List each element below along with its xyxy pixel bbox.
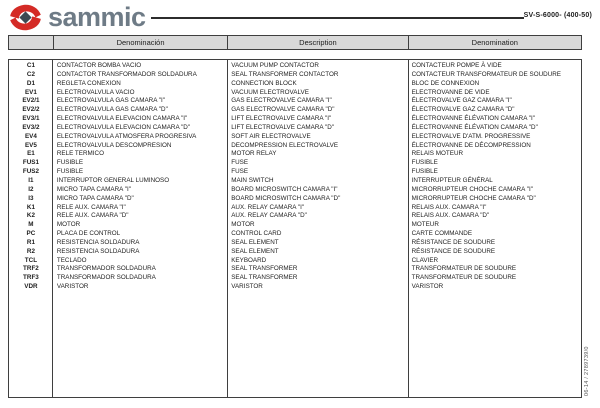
- cell-code: D1: [26, 79, 35, 87]
- cell-es: FUSIBLE: [56, 168, 84, 176]
- cell-en: CONTROL CARD: [231, 230, 282, 238]
- cell-fr: RÉSISTANCE DE SOUDURE: [411, 238, 496, 246]
- cell-code: EV1: [24, 88, 37, 96]
- cell-fr: BLOC DE CONNEXION: [411, 79, 480, 87]
- cell-code: I1: [28, 176, 34, 184]
- cell-code: TRF3: [23, 274, 39, 282]
- cell-en: FUSE: [231, 159, 249, 167]
- cell-es: RELE TERMICO: [56, 150, 104, 158]
- cell-fr: ÉLECTROVANNE DE DÉCOMPRESSION: [411, 141, 531, 149]
- cell-en: BOARD MICROSWITCH CAMARA "D": [231, 194, 341, 202]
- cell-fr: ÉLECTROVANNE ÉLÉVATION CAMARA "I": [411, 115, 536, 123]
- table-row: [9, 248, 581, 257]
- table-row: [9, 142, 581, 151]
- cell-en: MOTOR: [231, 221, 255, 229]
- cell-fr: CONTACTEUR TRANSFORMATEUR DE SOUDURE: [411, 70, 561, 78]
- cell-fr: ELECTROVALVE D'ATM. PROGRESSIVE: [411, 132, 531, 140]
- cell-es: RELE AUX. CAMARA "D": [56, 212, 129, 220]
- cell-es: ELECTROVALVULA DESCOMPRESION: [56, 141, 172, 149]
- cell-code: K1: [26, 203, 35, 211]
- cell-en: GAS ELECTROVALVE CAMARA "I": [231, 97, 332, 105]
- cell-code: PC: [26, 230, 36, 238]
- cell-code: C1: [26, 62, 35, 69]
- cell-es: TECLADO: [56, 256, 87, 264]
- cell-fr: FUSIBLE: [411, 168, 438, 176]
- cell-es: FUSIBLE: [56, 159, 84, 167]
- cell-es: ELECTROVALVULA ELEVACION CAMARA "D": [56, 123, 191, 131]
- cell-es: CONTACTOR TRANSFORMADOR SOLDADURA: [56, 70, 197, 78]
- sammic-logo-icon: [7, 4, 44, 31]
- cell-fr: CONTACTEUR POMPE À VIDE: [411, 62, 502, 69]
- table-row: [9, 115, 581, 124]
- table-row: [9, 230, 581, 239]
- cell-code: K2: [26, 212, 35, 220]
- cell-en: SEAL TRANSFORMER: [231, 274, 298, 282]
- cell-code: EV2/2: [22, 106, 40, 114]
- cell-fr: MICRORRUPTEUR CHOCHE CAMARA "I": [411, 185, 533, 193]
- cell-code: FUS1: [22, 159, 39, 167]
- cell-en: FUSE: [231, 168, 249, 176]
- cell-code: EV4: [24, 132, 37, 140]
- cell-en: SEAL TRANSFORMER CONTACTOR: [231, 70, 339, 78]
- cell-es: MOTOR: [56, 221, 81, 229]
- cell-en: DECOMPRESSION ELECTROVALVE: [231, 141, 339, 149]
- cell-es: REGLETA CONEXION: [56, 79, 121, 87]
- cell-fr: ÉLECTROVANNE ÉLÉVATION CAMARA "D": [411, 123, 538, 131]
- table-row: [9, 212, 581, 221]
- cell-en: LIFT ELECTROVALVE CAMARA "I": [231, 115, 332, 123]
- cell-fr: FUSIBLE: [411, 159, 438, 167]
- cell-fr: TRANSFORMATEUR DE SOUDURE: [411, 274, 517, 282]
- table-body: [9, 62, 581, 292]
- column-header-description: Description: [227, 36, 407, 49]
- cell-en: VACUUM ELECTROVALVE: [231, 88, 309, 96]
- doc-reference-vertical: 06-14 / 2789739/0: [584, 346, 590, 396]
- cell-en: MAIN SWITCH: [231, 176, 274, 184]
- table-row: [9, 124, 581, 133]
- cell-fr: ÉLECTROVALVE GAZ CAMARA "D": [411, 106, 515, 114]
- cell-en: SOFT AIR ELECTROVALVE: [231, 132, 311, 140]
- cell-code: R2: [26, 247, 35, 255]
- cell-es: TRANSFORMADOR SOLDADURA: [56, 265, 156, 273]
- table-row: [9, 204, 581, 213]
- table-row: [9, 274, 581, 283]
- cell-en: AUX. RELAY CAMARA "I": [231, 203, 305, 211]
- table-row: [9, 257, 581, 266]
- cell-code: M: [28, 221, 34, 229]
- cell-en: VACUUM PUMP CONTACTOR: [231, 62, 319, 69]
- cell-fr: MICRORRUPTEUR CHOCHE CAMARA "D": [411, 194, 536, 202]
- column-header-code: [9, 36, 53, 49]
- cell-fr: ÉLECTROVALVE GAZ CAMARA "I": [411, 97, 512, 105]
- cell-es: RESISTENCIA SOLDADURA: [56, 238, 140, 246]
- cell-code: EV2/1: [22, 97, 40, 105]
- cell-es: ELECTROVALVULA VACIO: [56, 88, 135, 96]
- cell-code: EV3/1: [22, 115, 40, 123]
- logo-wordmark: sammic: [48, 2, 146, 32]
- cell-en: LIFT ELECTROVALVE CAMARA "D": [231, 123, 335, 131]
- table-row: [9, 159, 581, 168]
- table-row: [9, 283, 581, 292]
- cell-fr: VARISTOR: [411, 283, 444, 291]
- cell-fr: CLAVIER: [411, 256, 439, 264]
- cell-fr: MOTEUR: [411, 221, 439, 229]
- cell-en: SEAL TRANSFORMER: [231, 265, 298, 273]
- table-row: [9, 71, 581, 80]
- cell-code: R1: [26, 238, 35, 246]
- legend-table: [8, 59, 582, 398]
- cell-fr: INTERRUPTEUR GÉNÉRAL: [411, 176, 493, 184]
- table-row: [9, 80, 581, 89]
- cell-es: ELECTROVALVULA GAS CAMARA "D": [56, 106, 168, 114]
- cell-fr: RELAIS AUX. CAMARA "D": [411, 212, 490, 220]
- cell-fr: RELAIS AUX. CAMARA "I": [411, 203, 487, 211]
- cell-es: MICRO TAPA CAMARA "D": [56, 194, 134, 202]
- cell-code: TCL: [24, 256, 38, 264]
- table-row: [9, 195, 581, 204]
- cell-en: CONNECTION BLOCK: [231, 79, 297, 87]
- table-row: [9, 97, 581, 106]
- table-row: [9, 221, 581, 230]
- cell-code: EV3/2: [22, 123, 40, 131]
- sammic-logo: [7, 4, 146, 31]
- cell-en: SEAL ELEMENT: [231, 247, 279, 255]
- header-rule: [151, 17, 524, 19]
- cell-es: RESISTENCIA SOLDADURA: [56, 247, 140, 255]
- column-header-denominacion: Denominación: [53, 36, 227, 49]
- cell-code: TRF2: [23, 265, 39, 273]
- cell-fr: RELAIS MOTEUR: [411, 150, 464, 158]
- cell-fr: RÉSISTANCE DE SOUDURE: [411, 247, 496, 255]
- table-row: [9, 168, 581, 177]
- cell-es: VARISTOR: [56, 283, 89, 291]
- cell-code: C2: [26, 70, 35, 78]
- cell-es: ELECTROVALVULA GAS CAMARA "I": [56, 97, 166, 105]
- cell-en: VARISTOR: [231, 283, 263, 291]
- cell-code: VDR: [24, 283, 38, 291]
- cell-fr: TRANSFORMATEUR DE SOUDURE: [411, 265, 517, 273]
- cell-code: I2: [28, 185, 34, 193]
- cell-es: MICRO TAPA CAMARA "I": [56, 185, 131, 193]
- cell-en: SEAL ELEMENT: [231, 238, 279, 246]
- cell-en: MOTOR RELAY: [231, 150, 277, 158]
- table-row: [9, 265, 581, 274]
- cell-code: I3: [28, 194, 34, 202]
- table-row: [9, 62, 581, 71]
- table-row: [9, 177, 581, 186]
- cell-es: INTERRUPTOR GENERAL LUMINOSO: [56, 176, 170, 184]
- table-row: [9, 239, 581, 248]
- cell-code: EV5: [24, 141, 37, 149]
- cell-en: AUX. RELAY CAMARA "D": [231, 212, 307, 220]
- column-header-denomination: Denomination: [408, 36, 581, 49]
- cell-code: FUS2: [22, 168, 39, 176]
- table-row: [9, 106, 581, 115]
- cell-code: E1: [27, 150, 35, 158]
- cell-en: KEYBOARD: [231, 256, 267, 264]
- table-header-row: [8, 35, 582, 50]
- cell-es: RELE AUX. CAMARA "I": [56, 203, 126, 211]
- cell-fr: ELECTROVANNE DE VIDE: [411, 88, 490, 96]
- table-row: [9, 133, 581, 142]
- table-row: [9, 186, 581, 195]
- table-row: [9, 150, 581, 159]
- cell-es: PLACA DE CONTROL: [56, 230, 121, 238]
- cell-es: CONTACTOR BOMBA VACIO: [56, 62, 142, 69]
- cell-fr: CARTE COMMANDE: [411, 230, 473, 238]
- cell-en: BOARD MICROSWITCH CAMARA "I": [231, 185, 338, 193]
- model-number: SV-S-6000- (400-50): [523, 12, 592, 19]
- cell-es: ELECTROVALVULA ELEVACION CAMARA "I": [56, 115, 188, 123]
- cell-en: GAS ELECTROVALVE CAMARA "D": [231, 106, 335, 114]
- cell-es: ELECTROVALVULA ATMOSFERA PROGRESIVA: [56, 132, 197, 140]
- cell-es: TRANSFORMADOR SOLDADURA: [56, 274, 156, 282]
